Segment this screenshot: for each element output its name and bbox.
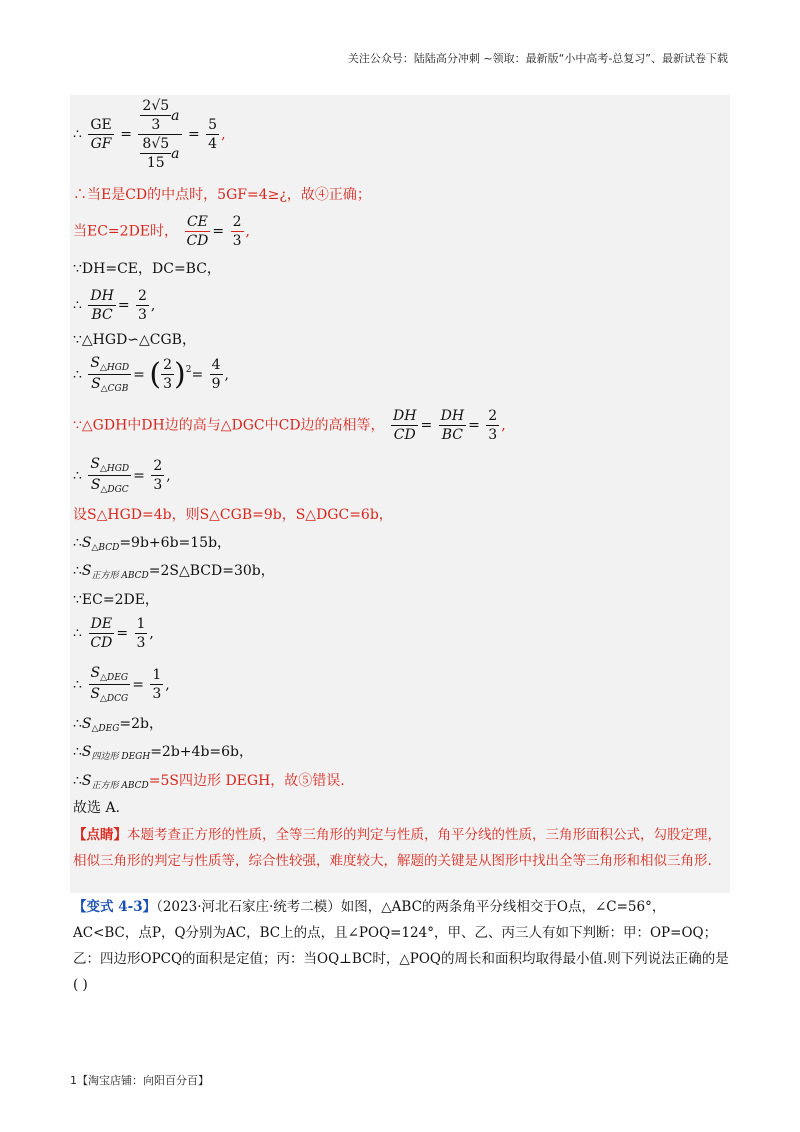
solution-line-14: ∴ $\frac{DE}{CD}$ = $\frac{1}{3}$ , <box>73 616 154 652</box>
solution-line-6: ∵△HGD∽△CGB， <box>73 332 196 348</box>
solution-line-15: ∴ $\frac{S_{\triangle DEG}}{S_{\triangle DCG}}$ = $\frac{1}{3}$ , <box>73 665 170 705</box>
variant-tag: 【变式 4-3】 <box>73 899 157 915</box>
variant-question: 【变式 4-3】（2023·河北石家庄·统考二模）如图，△ABC的两条角平分线相交于O点，∠C=56°，AC<BC，点P，Q分别为AC，BC上的点，且∠POQ=124°，甲、乙、丙三人有如下判断：甲：OP=OQ；乙：四边形OPCQ的面积是定值；丙：当OQ⊥BC时，△POQ的周长和面积均取得最小值.则下列说法正确的是( ) <box>73 899 729 993</box>
solution-line-8: ∵△GDH中DH边的高与△DGC中CD边的高相等， $\frac{DH}{CD}$ = $\frac{DH}{BC}$ = $\frac{2}{3}$ , <box>73 408 506 444</box>
comment-paragraph: 【点睛】本题考查正方形的性质，全等三角形的判定与性质，角平分线的性质，三角形面积公式，勾股定理，相似三角形的判定与性质等，综合性较强，难度较大，解题的关键是从图形中找出全等三角形和相似三角形. <box>73 827 721 869</box>
solution-line-13: ∵EC=2DE， <box>73 592 159 608</box>
solution-line-17: $\therefore S_{四边形 DEGH}=2b+4b=6b$， <box>73 744 254 762</box>
fraction-ge-gf: $\frac{GE}{GF}$ <box>90 117 112 153</box>
page-footer: 1【淘宝店铺：向阳百分百】 <box>70 1074 209 1087</box>
fraction-compound: $\frac{2√5}{3}$ a $\frac{8√5}{15}$ a <box>138 98 181 171</box>
solution-line-11: $\therefore S_{\triangle BCD}=9b+6b=15b$， <box>73 535 232 553</box>
fraction-5-4: $\frac{5}{4}$ <box>208 117 218 153</box>
solution-line-2: ∴当E是CD的中点时，5GF=4≥¿，故④正确； <box>73 187 371 203</box>
page-header: 关注公众号：陆陆高分冲刺 ~领取：最新版“小中高考-总复习”、最新试卷下载 <box>347 52 728 65</box>
solution-line-5: ∴ $\frac{DH}{BC}$ = $\frac{2}{3}$ , <box>73 288 156 324</box>
comment-tag: 【点睛】 <box>73 827 127 843</box>
solution-line-10: 设S△HGD=4b，则S△CGB=9b，S△DGC=6b， <box>73 507 393 523</box>
solution-line-3: 当EC=2DE时， $\frac{CE}{CD}$ = $\frac{2}{3}$ , <box>73 214 250 250</box>
solution-line-16: $\therefore S_{\triangle DEG}=2b$， <box>73 716 164 734</box>
solution-line-1: ∴ $\frac{GE}{GF}$ = $\frac{2√5}{3}$ a $\frac{8√5}{15}$ a = $\frac{5}{4}$ , <box>73 98 226 172</box>
therefore-symbol: ∴ <box>73 126 82 143</box>
solution-line-7: ∴ $\frac{S_{\triangle HGD}}{S_{\triangle CGB}}$ = ( $\frac{2}{3}$ )$^2$= $\frac{4}{9}$ , <box>73 355 229 395</box>
solution-choice: 故选 A. <box>73 800 121 816</box>
solution-line-18: $\therefore S_{正方形 ABCD}=5S$四边形 DEGH，故⑤错误. <box>73 773 345 791</box>
solution-line-9: ∴ $\frac{S_{\triangle HGD}}{S_{\triangle DGC}}$ = $\frac{2}{3}$ , <box>73 456 171 496</box>
solution-line-12: $\therefore S_{正方形 ABCD}=2S\triangle BCD=30b$， <box>73 563 275 581</box>
solution-line-4: ∵DH=CE，DC=BC， <box>73 261 221 277</box>
